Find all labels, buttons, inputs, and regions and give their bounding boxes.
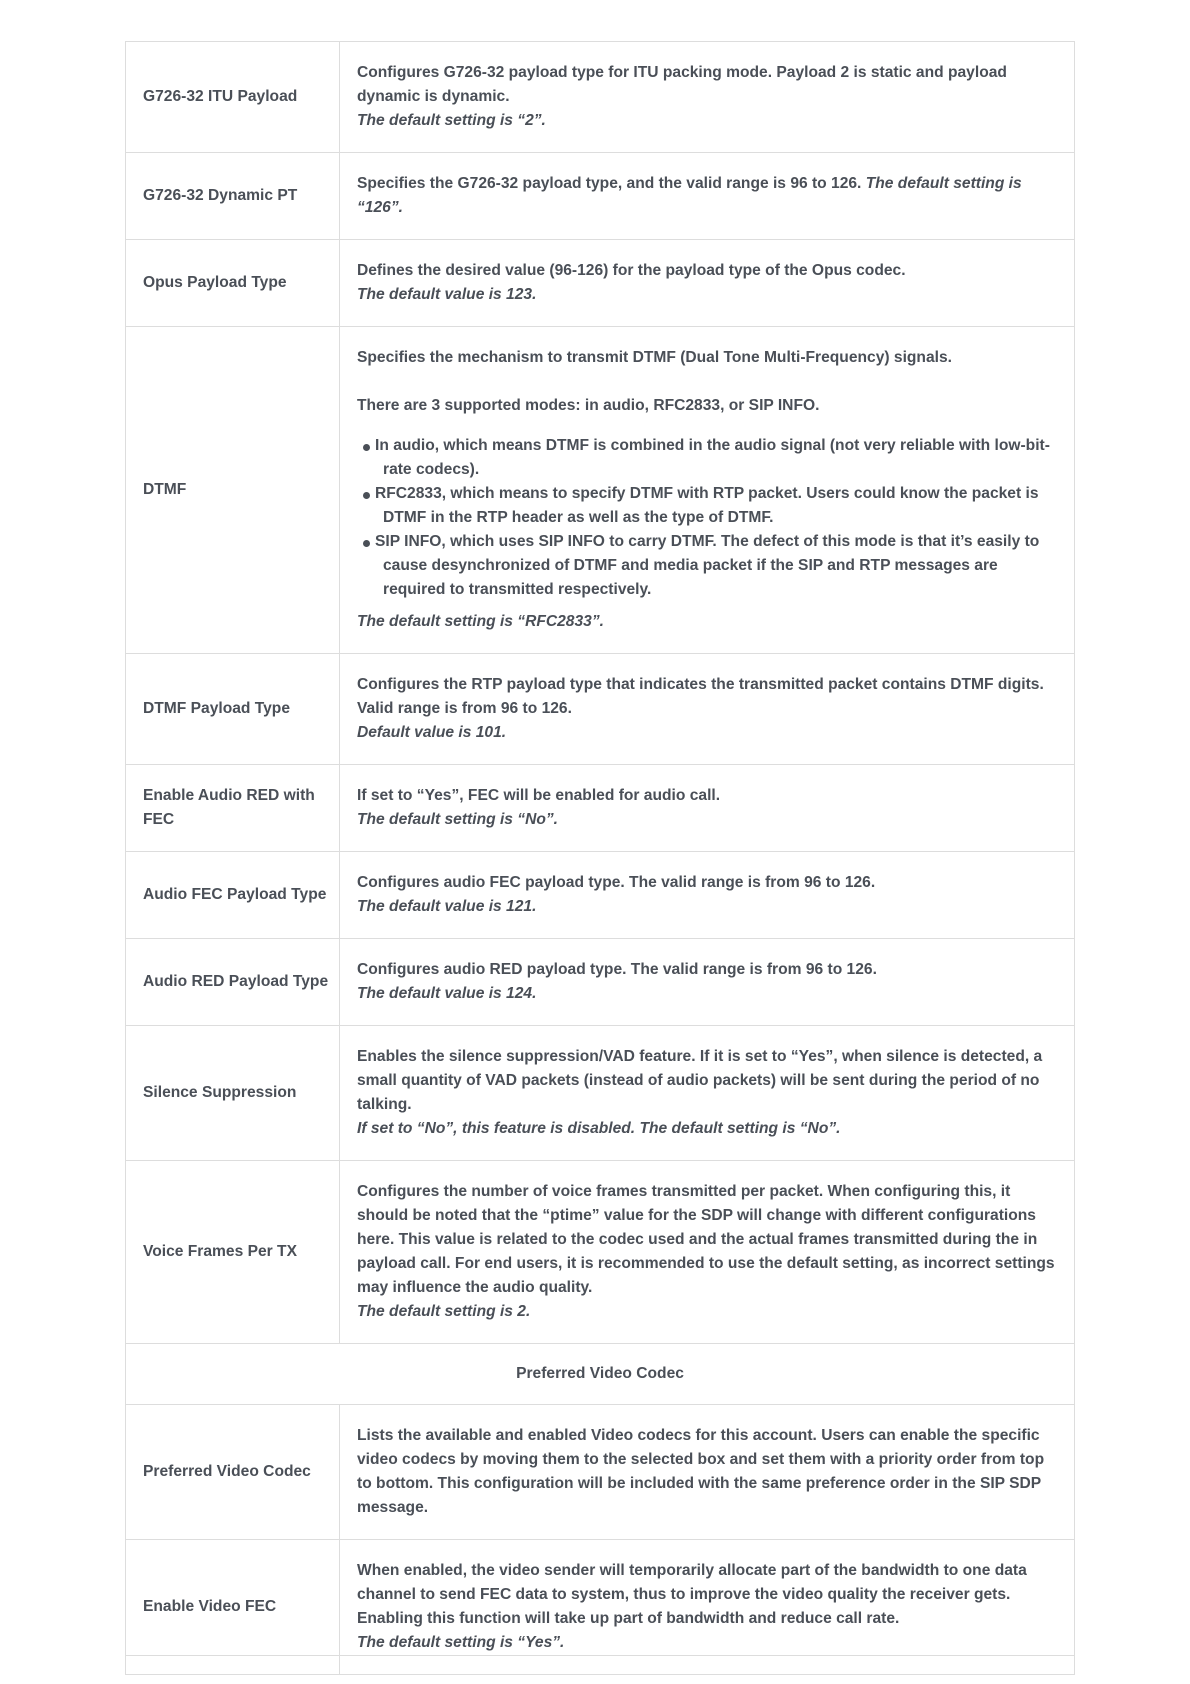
description-text: Configures the number of voice frames transmitted per packet. When configuring this, it should be noted that the “ptime” value for the SDP will change with different configurations here. This value is related to the codec used and the actual frames transmitted during the in payload call. For end users, it is recommended to use the default setting, as incorrect settings may influence the audio quality.: [357, 1183, 1055, 1296]
setting-description: [340, 1161, 1075, 1344]
section-header-row: [126, 1344, 1075, 1405]
setting-description: [340, 153, 1075, 240]
setting-description: [340, 939, 1075, 1026]
table-row: [126, 240, 1075, 327]
setting-name: G726-32 ITU Payload: [126, 42, 340, 153]
setting-description: [340, 1026, 1075, 1161]
setting-name: DTMF: [126, 327, 340, 654]
description-text: Enables the silence suppression/VAD feature. If it is set to “Yes”, when silence is detected, a small quantity of VAD packets (instead of audio packets) will be sent during the period of no talking.: [357, 1048, 1043, 1113]
list-item: SIP INFO, which uses SIP INFO to carry DTMF. The defect of this mode is that it’s easily to cause desynchronized of DTMF and media packet if the SIP and RTP messages are required to transmitted respectively.: [357, 530, 1058, 602]
description-text: Lists the available and enabled Video codecs for this account. Users can enable the specific video codecs by moving them to the selected box and set them with a priority order from top to bottom. This configuration will be included with the same preference order in the SIP SDP message.: [357, 1427, 1045, 1516]
table-row: [126, 153, 1075, 240]
table-row: [126, 939, 1075, 1026]
description-text: Specifies the G726-32 payload type, and the valid range is 96 to 126.: [357, 175, 866, 192]
default-value-text: The default value is 124.: [357, 985, 537, 1002]
table-row: [126, 852, 1075, 939]
settings-table: [125, 41, 1075, 1675]
setting-name: Audio FEC Payload Type: [126, 852, 340, 939]
default-value-text: The default setting is “2”.: [357, 112, 546, 129]
setting-description: [340, 327, 1075, 654]
setting-description: [340, 654, 1075, 765]
description-text: Defines the desired value (96-126) for the payload type of the Opus codec.: [357, 262, 906, 279]
page-footer-divider: [125, 1655, 1075, 1656]
setting-description: [340, 42, 1075, 153]
setting-name: G726-32 Dynamic PT: [126, 153, 340, 240]
table-row: [126, 42, 1075, 153]
setting-name: DTMF Payload Type: [126, 654, 340, 765]
default-value-text: The default setting is “Yes”.: [357, 1634, 565, 1651]
setting-description: [340, 852, 1075, 939]
default-value-text: The default setting is 2.: [357, 1303, 531, 1320]
description-text: Configures audio FEC payload type. The valid range is from 96 to 126.: [357, 874, 876, 891]
description-text: Configures G726-32 payload type for ITU packing mode. Payload 2 is static and payload dynamic is dynamic.: [357, 64, 1007, 105]
default-value-text: The default value is 123.: [357, 286, 537, 303]
setting-name: Opus Payload Type: [126, 240, 340, 327]
setting-name: Silence Suppression: [126, 1026, 340, 1161]
default-value-text: The default setting is “126”.: [357, 175, 1022, 216]
section-header: Preferred Video Codec: [126, 1344, 1075, 1405]
table-row: [126, 1405, 1075, 1540]
dtmf-mode-list: [357, 434, 1058, 602]
table-row: [126, 654, 1075, 765]
description-text: Configures audio RED payload type. The valid range is from 96 to 126.: [357, 961, 877, 978]
setting-description: [340, 1405, 1075, 1540]
default-value-text: If set to “No”, this feature is disabled. The default setting is “No”.: [357, 1120, 841, 1137]
setting-description: [340, 240, 1075, 327]
setting-description: [340, 765, 1075, 852]
table-row: [126, 1161, 1075, 1344]
setting-name: Enable Video FEC: [126, 1540, 340, 1675]
default-value-text: Default value is 101.: [357, 724, 507, 741]
table-row: [126, 765, 1075, 852]
description-text: There are 3 supported modes: in audio, RFC2833, or SIP INFO.: [357, 397, 820, 414]
setting-name: Audio RED Payload Type: [126, 939, 340, 1026]
setting-name: Enable Audio RED with FEC: [126, 765, 340, 852]
setting-name: Preferred Video Codec: [126, 1405, 340, 1540]
table-row: [126, 1026, 1075, 1161]
setting-name: Voice Frames Per TX: [126, 1161, 340, 1344]
description-text: When enabled, the video sender will temporarily allocate part of the bandwidth to one data channel to send FEC data to system, thus to improve the video quality the receiver gets. Enabling this function will take up part of bandwidth and reduce call rate.: [357, 1562, 1027, 1627]
default-value-text: The default value is 121.: [357, 898, 537, 915]
default-value-text: The default setting is “No”.: [357, 811, 558, 828]
description-text: Specifies the mechanism to transmit DTMF (Dual Tone Multi-Frequency) signals.: [357, 349, 952, 366]
description-text: If set to “Yes”, FEC will be enabled for audio call.: [357, 787, 721, 804]
list-item: In audio, which means DTMF is combined in the audio signal (not very reliable with low-bit-rate codecs).: [357, 434, 1058, 482]
list-item: RFC2833, which means to specify DTMF with RTP packet. Users could know the packet is DTMF in the RTP header as well as the type of DTMF.: [357, 482, 1058, 530]
table-row: [126, 327, 1075, 654]
description-text: Configures the RTP payload type that indicates the transmitted packet contains DTMF digits. Valid range is from 96 to 126.: [357, 676, 1044, 717]
default-value-text: The default setting is “RFC2833”.: [357, 613, 604, 630]
